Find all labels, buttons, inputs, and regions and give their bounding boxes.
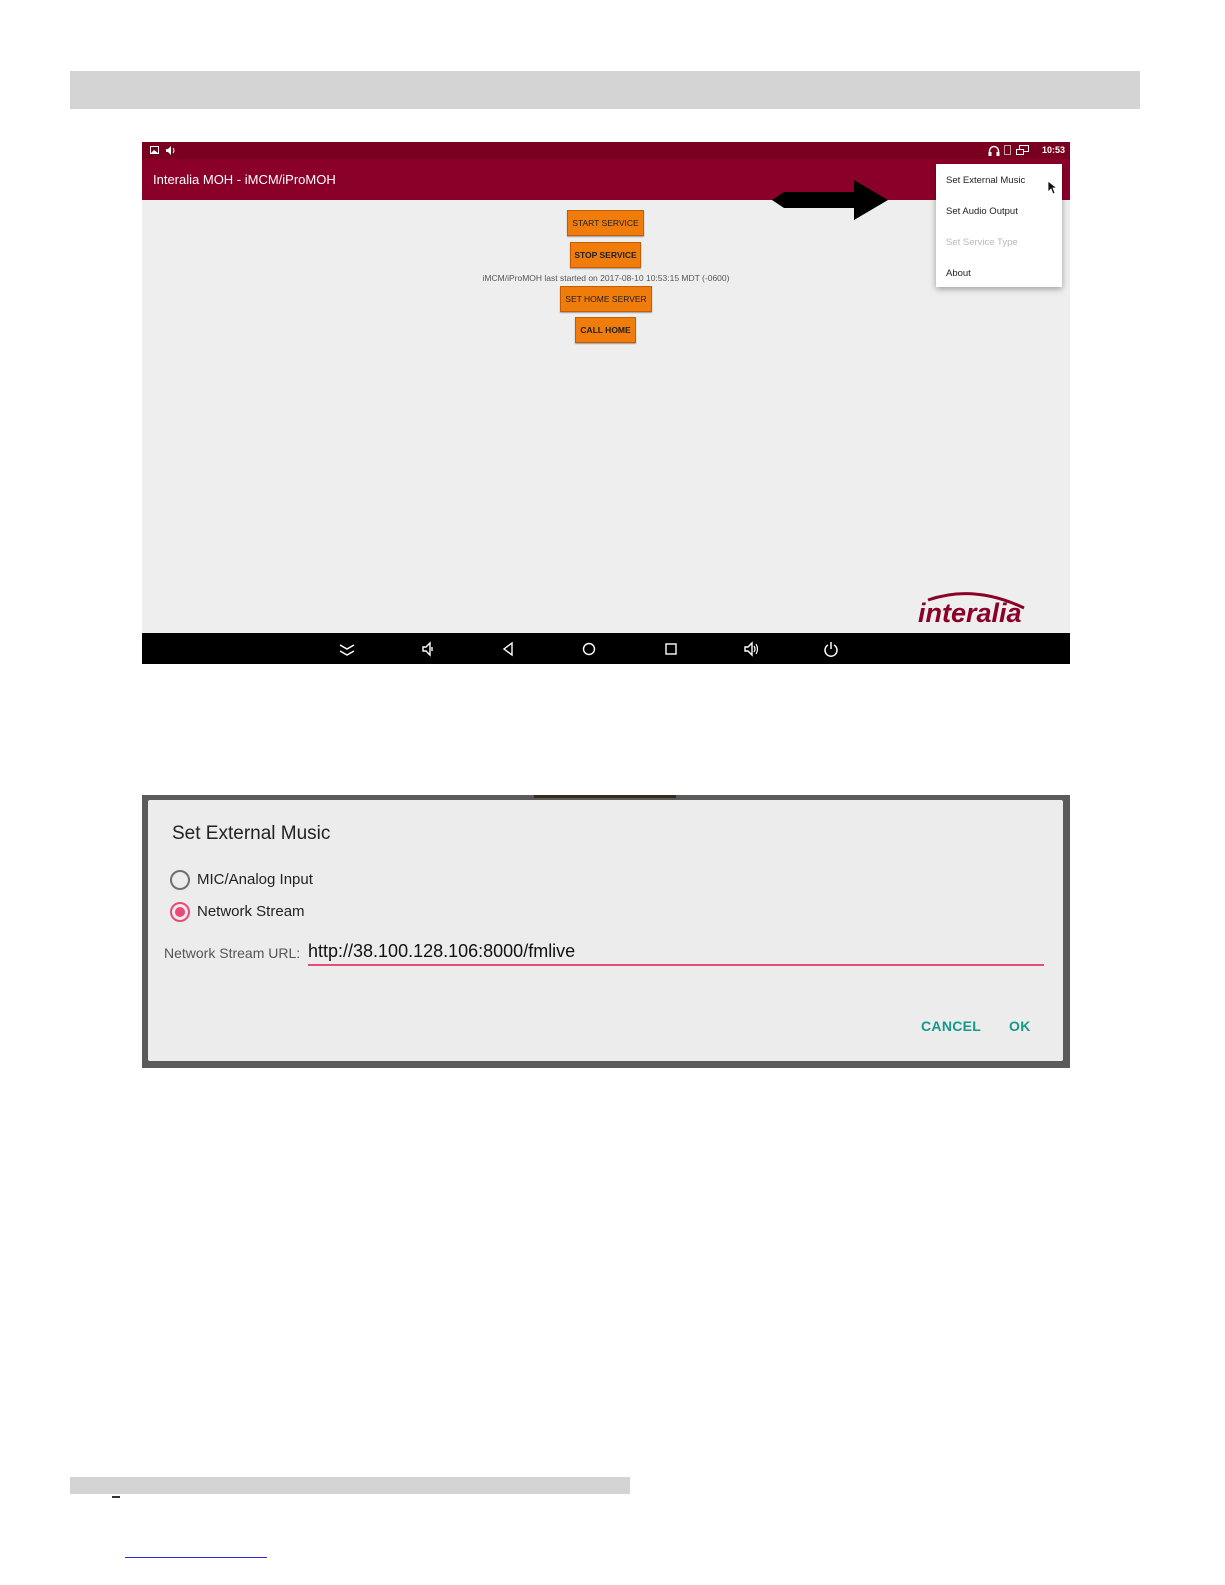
status-bar [142,142,1070,159]
network-stream-url-label: Network Stream URL: [164,945,301,961]
image-notification-icon [150,146,160,155]
volume-down-icon[interactable] [420,641,436,657]
volume-notification-icon [165,145,177,156]
power-icon[interactable] [823,641,839,657]
dialog-backdrop-accent [534,795,676,798]
document-footer-link-underline [125,1557,267,1558]
no-sim-icon [1004,145,1012,156]
device-screen [142,142,1070,664]
interalia-logo [914,586,1034,630]
ok-button[interactable]: OK [1009,1018,1031,1034]
call-home-button[interactable]: CALL HOME [575,317,636,343]
back-icon[interactable] [500,641,516,657]
menu-item-set-service-type: Set Service Type [946,237,1018,248]
network-stream-url-input[interactable] [308,938,1044,966]
last-started-text: iMCM/iProMOH last started on 2017-08-10 10:53:15 MDT (-0600) [482,273,730,283]
document-footer-bar [70,1477,630,1494]
start-service-button[interactable]: START SERVICE [567,210,644,236]
collapse-icon[interactable] [339,641,355,657]
app-title: Interalia MOH - iMCM/iProMOH [153,172,336,187]
set-external-music-dialog [148,800,1063,1061]
status-time: 10:53 [1041,145,1065,155]
recents-icon[interactable] [663,641,679,657]
headphones-icon [988,145,1000,156]
set-home-server-button[interactable]: SET HOME SERVER [560,286,652,312]
navigation-bar [142,633,1070,664]
screen-cast-icon [1016,145,1030,156]
cancel-button[interactable]: CANCEL [921,1018,982,1034]
menu-item-set-external-music[interactable]: Set External Music [946,175,1026,186]
stop-service-button[interactable]: STOP SERVICE [570,242,641,268]
annotation-arrow-icon [772,178,890,222]
menu-item-set-audio-output[interactable]: Set Audio Output [946,206,1018,217]
mic-analog-radio[interactable] [170,870,190,890]
svg-text:interalia: interalia [918,598,1022,628]
dialog-title: Set External Music [172,823,331,844]
volume-up-icon[interactable] [743,641,759,657]
home-icon[interactable] [581,641,597,657]
document-footer-mark [112,1496,120,1498]
mouse-cursor-icon [1047,180,1057,195]
mic-analog-label[interactable]: MIC/Analog Input [197,871,313,888]
document-header-bar [70,71,1140,109]
overflow-menu [936,164,1062,287]
app-bar [142,159,1070,200]
network-stream-label[interactable]: Network Stream [197,903,305,920]
network-stream-radio[interactable] [170,902,190,922]
menu-item-about[interactable]: About [946,268,971,279]
